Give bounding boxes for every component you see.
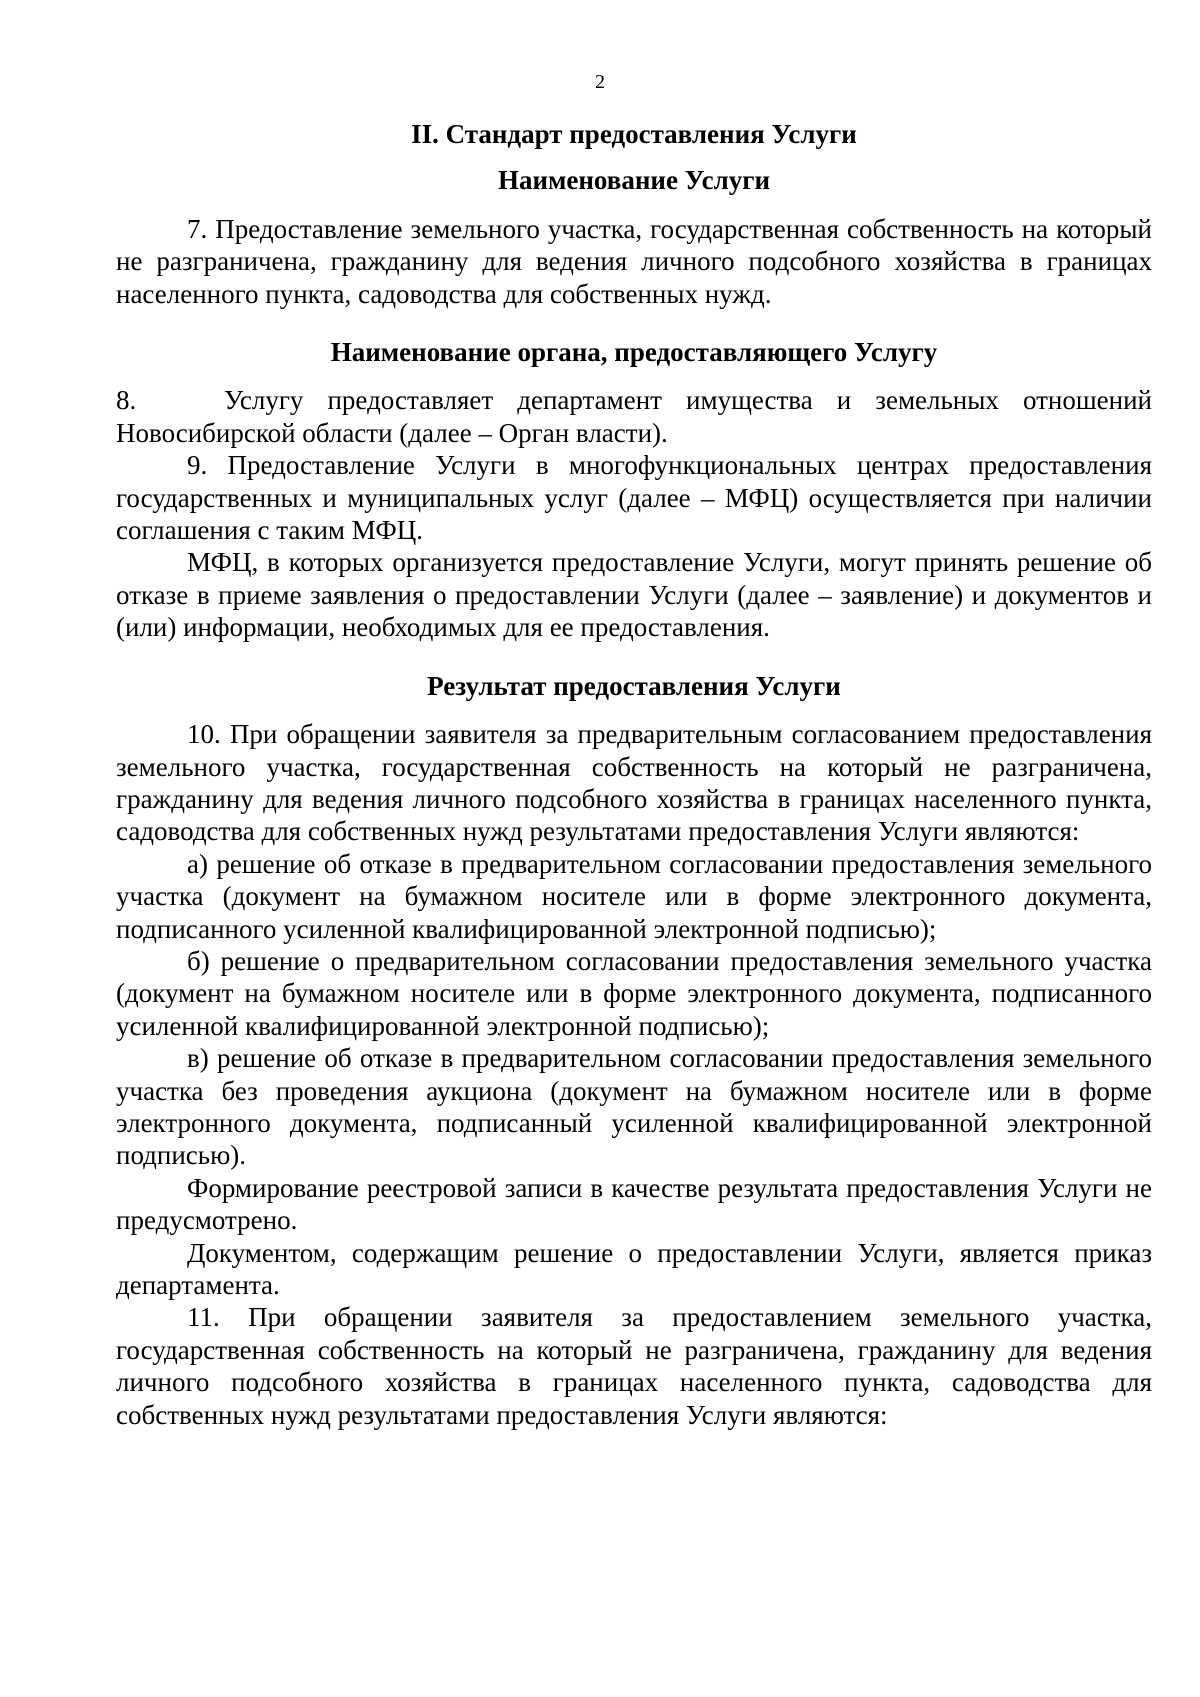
paragraph-7: 7. Предоставление земельного участка, государственная собственность на который не разграничена, гражданину для ведения личного подсобного хозяйства в границах населенного пункта, садоводства для собственных нужд. bbox=[116, 213, 1152, 309]
paragraph-10: 10. При обращении заявителя за предварительным согласованием предоставления земельного участка, государственная собственность на который не разграничена, гражданину для ведения личного подсобного хозяйства в границах населенного пункта, садоводства для собственных нужд результатами предоставления Услуги являются: bbox=[116, 719, 1152, 847]
paragraph-8 bbox=[116, 384, 1152, 449]
paragraph-8-number: 8. bbox=[116, 385, 137, 416]
paragraph-11: 11. При обращении заявителя за предоставлением земельного участка, государственная собственность на который не разграничена, гражданину для ведения личного подсобного хозяйства в границах населенного пункта, садоводства для собственных нужд результатами предоставления Услуги являются: bbox=[116, 1302, 1152, 1430]
paragraph-10-registry: Формирование реестровой записи в качестве результата предоставления Услуги не предусмотрено. bbox=[116, 1172, 1152, 1236]
paragraph-10-b: б) решение о предварительном согласовании предоставления земельного участка (документ на бумажном носителе или в форме электронного документа, подписанного усиленной квалифицированной электронной подписью); bbox=[116, 945, 1152, 1041]
paragraph-10-a: а) решение об отказе в предварительном согласовании предоставления земельного участка (документ на бумажном носителе или в форме электронного документа, подписанного усиленной квалифицированной электронной подписью); bbox=[116, 848, 1152, 944]
subsection-title-authority: Наименование органа, предоставляющего Услугу bbox=[330, 337, 938, 368]
paragraph-9: 9. Предоставление Услуги в многофункциональных центрах предоставления государственных и муниципальных услуг (далее – МФЦ) осуществляется при наличии соглашения с таким МФЦ. bbox=[116, 450, 1152, 546]
page-number: 2 bbox=[595, 71, 605, 93]
subsection-title-result: Результат предоставления Услуги bbox=[427, 670, 841, 701]
subsection-title-service-name: Наименование Услуги bbox=[497, 165, 771, 196]
paragraph-9-mfc: МФЦ, в которых организуется предоставление Услуги, могут принять решение об отказе в приеме заявления о предоставлении Услуги (далее – заявление) и документов и (или) информации, необходимых для ее предоставления. bbox=[116, 547, 1152, 643]
section-title: II. Стандарт предоставления Услуги bbox=[411, 119, 857, 149]
paragraph-8-text: Услугу предоставляет департамент имущества и земельных отношений Новосибирской области (далее – Орган власти). bbox=[116, 385, 1152, 448]
document-body bbox=[116, 118, 1152, 1431]
paragraph-10-c: в) решение об отказе в предварительном согласовании предоставления земельного участка без проведения аукциона (документ на бумажном носителе или в форме электронного документа, подписанный усиленной квалифицированной электронной подписью). bbox=[116, 1043, 1152, 1171]
paragraph-10-order: Документом, содержащим решение о предоставлении Услуги, является приказ департамента. bbox=[116, 1237, 1152, 1300]
